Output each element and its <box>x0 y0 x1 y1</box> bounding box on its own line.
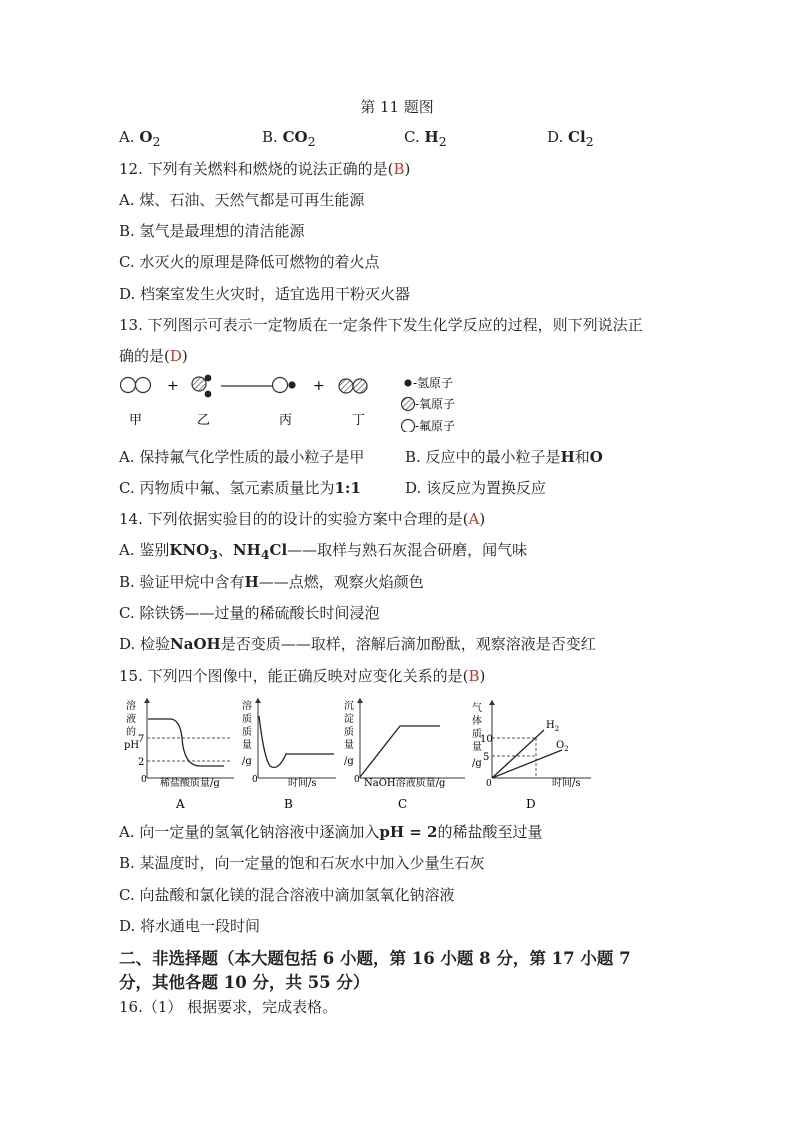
molecule-yi <box>192 375 211 398</box>
svg-text:质: 质 <box>472 729 482 740</box>
figure-caption: 第 11 题图 <box>360 98 434 116</box>
q13-option-c: C. 丙物质中氟、氢元素质量比为1:1 <box>119 479 361 497</box>
oxygen-line <box>492 750 562 778</box>
svg-text:量: 量 <box>344 740 354 751</box>
q12-option-a: A. 煤、石油、天然气都是可再生能源 <box>119 191 365 209</box>
q12-answer: B <box>393 160 405 178</box>
svg-text:气: 气 <box>472 703 482 714</box>
svg-text:A: A <box>176 797 185 811</box>
svg-text:0: 0 <box>486 779 492 789</box>
svg-text:NaOH溶液质量/g: NaOH溶液质量/g <box>364 778 446 789</box>
q13-option-d: D. 该反应为置换反应 <box>405 479 547 497</box>
svg-text:-氧原子: -氧原子 <box>415 397 456 411</box>
section-heading: 二、非选择题（本大题包括 6 小题，第 16 小题 8 分，第 17 小题 7 分，其他各题 10 分，共 55 分） <box>119 949 631 992</box>
svg-text:/g: /g <box>472 758 482 769</box>
svg-text:5: 5 <box>483 752 490 763</box>
molecule-bing <box>273 378 296 393</box>
svg-text:稀盐酸质量/g: 稀盐酸质量/g <box>160 778 220 789</box>
ph-curve <box>148 719 224 766</box>
q14-option-b: B. 验证甲烷中含有H——点燃，观察火焰颜色 <box>119 573 424 591</box>
atom-legend <box>402 376 456 432</box>
q12-option-b: B. 氢气是最理想的清洁能源 <box>119 222 305 240</box>
svg-text:质: 质 <box>344 727 354 738</box>
solute-curve <box>259 716 334 768</box>
svg-text:沉: 沉 <box>344 701 354 712</box>
q14-option-a: A. 鉴别$KNO_3$、$NH_4Cl——$取样与熟石灰混合研磨，闻气味 <box>119 541 528 562</box>
svg-text:C: C <box>398 797 408 811</box>
q12-option-c: C. 水灭火的原理是降低可燃物的着火点 <box>119 253 380 271</box>
precipitate-curve <box>360 726 440 777</box>
svg-text:时间/s: 时间/s <box>288 778 317 789</box>
svg-text:0: 0 <box>141 775 147 785</box>
q15-graph-d <box>466 698 596 813</box>
molecule-jia <box>121 378 151 393</box>
plus-sign: + <box>313 378 325 394</box>
svg-text:-氢原子: -氢原子 <box>413 376 454 390</box>
svg-text:淀: 淀 <box>344 714 354 725</box>
svg-text:/g: /g <box>344 756 354 767</box>
q14-stem: 14. 下列依据实验目的的设计的实验方案中合理的是(A) <box>119 510 486 528</box>
label-jia: 甲 <box>129 413 143 428</box>
q15-option-a: A. 向一定量的氢氧化钠溶液中逐滴加入pH = 2的稀盐酸至过量 <box>119 823 543 841</box>
svg-text:质: 质 <box>242 727 252 738</box>
svg-text:pH: pH <box>124 740 140 751</box>
label-ding: 丁 <box>352 413 366 428</box>
svg-text:溶: 溶 <box>126 701 136 712</box>
svg-text:量: 量 <box>242 740 252 751</box>
q14-option-d: D. 检验NaOH是否变质——取样，溶解后滴加酚酞，观察溶液是否变红 <box>119 635 596 653</box>
q13-stem-line2: 确的是(D) <box>119 347 188 365</box>
svg-text:时间/s: 时间/s <box>552 778 581 789</box>
q13-option-b: B. 反应中的最小粒子是H和O <box>405 448 603 466</box>
svg-text:2: 2 <box>138 757 145 768</box>
svg-text:量: 量 <box>472 742 482 753</box>
svg-text:7: 7 <box>138 734 145 745</box>
q11-option-b: B. $CO_2$ <box>262 128 316 149</box>
svg-text:质: 质 <box>242 714 252 725</box>
q12-option-d: D. 档案室发生火灾时，适宜选用干粉灭火器 <box>119 285 411 303</box>
label-yi: 乙 <box>197 413 211 428</box>
q16-text: 16.（1） 根据要求，完成表格。 <box>119 998 338 1016</box>
svg-text:0: 0 <box>354 775 360 785</box>
q11-option-a: A. $O_2$ <box>119 128 161 149</box>
svg-text:液: 液 <box>126 714 136 725</box>
q13-option-a: A. 保持氟气化学性质的最小粒子是甲 <box>119 448 365 466</box>
q15-graph-b <box>238 698 338 813</box>
q15-graph-a <box>120 698 235 813</box>
svg-text:的: 的 <box>126 727 136 738</box>
q13-stem-line1: 13. 下列图示可表示一定物质在一定条件下发生化学反应的过程，则下列说法正 <box>119 316 643 334</box>
h2-label: $H_2$ <box>546 720 560 733</box>
o2-label: $O_2$ <box>556 740 569 753</box>
q15-stem: 15. 下列四个图像中，能正确反映对应变化关系的是(B) <box>119 667 486 685</box>
q15-answer: B <box>468 667 480 685</box>
plus-sign: + <box>167 378 179 394</box>
q15-option-d: D. 将水通电一段时间 <box>119 917 261 935</box>
q11-option-c: C. $H_2$ <box>404 128 447 149</box>
q15-option-b: B. 某温度时，向一定量的饱和石灰水中加入少量生石灰 <box>119 854 485 872</box>
svg-text:体: 体 <box>472 716 482 727</box>
svg-text:-氟原子: -氟原子 <box>415 419 456 432</box>
q14-option-c: C. 除铁锈——过量的稀硫酸长时间浸泡 <box>119 604 380 622</box>
q11-option-d: D. $Cl_2$ <box>547 128 594 149</box>
svg-text:溶: 溶 <box>242 701 252 712</box>
svg-text:0: 0 <box>252 775 258 785</box>
molecule-ding <box>339 379 367 393</box>
svg-text:B: B <box>284 797 293 811</box>
q12-stem: 12. 下列有关燃料和燃烧的说法正确的是(B) <box>119 160 411 178</box>
q15-graph-c <box>340 698 468 813</box>
q13-reaction-diagram <box>115 372 485 432</box>
q15-option-c: C. 向盐酸和氯化镁的混合溶液中滴加氢氧化钠溶液 <box>119 886 455 904</box>
svg-text:10: 10 <box>480 734 493 745</box>
svg-text:D: D <box>526 797 536 811</box>
q14-answer: A <box>468 510 480 528</box>
svg-text:/g: /g <box>242 756 252 767</box>
label-bing: 丙 <box>279 413 293 428</box>
q13-answer: D <box>169 347 182 365</box>
